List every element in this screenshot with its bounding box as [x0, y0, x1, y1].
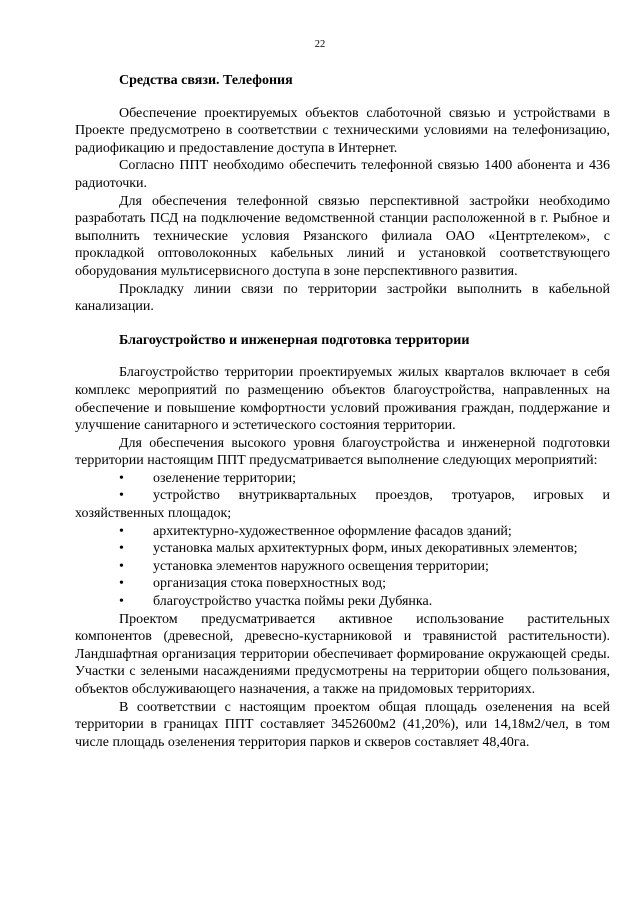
paragraph: Для обеспечения телефонной связью перспективной застройки необходимо разработать ПСД на подключение ведомственной станции расположенной в г. Рыбное и выполнить технические условия Рязанского филиала ОАО «Центртелеком», с прокладкой оптоволоконных кабельных линий и установкой соответствующего оборудования мультисервисного доступа в зоне перспективного развития.	[75, 193, 610, 279]
list-item-text: установка элементов наружного освещения территории;	[153, 558, 489, 574]
paragraph: Прокладку линии связи по территории застройки выполнить в кабельной канализации.	[75, 281, 610, 315]
list-item	[75, 523, 610, 541]
bullet-icon: •	[119, 576, 124, 592]
measures-list	[75, 470, 610, 611]
list-item-text: озеленение территории;	[153, 470, 296, 486]
paragraph: Обеспечение проектируемых объектов слаботочной связью и устройствами в Проекте предусмотрено в соответствии с техническими условиями на телефонизацию, радиофикацию и предоставление доступа в Интернет.	[75, 105, 610, 156]
list-item	[75, 470, 610, 488]
section-heading-communications: Средства связи. Телефония	[119, 73, 293, 88]
list-item-text: архитектурно-художественное оформление фасадов зданий;	[153, 523, 512, 539]
page-number: 22	[314, 39, 326, 50]
list-item	[75, 540, 610, 558]
bullet-icon: •	[119, 488, 124, 504]
list-item-text: благоустройство участка поймы реки Дубянка.	[153, 594, 433, 610]
list-item-text: установка малых архитектурных форм, иных декоративных элементов;	[153, 541, 578, 557]
list-item	[75, 487, 610, 522]
list-item-text: организация стока поверхностных вод;	[153, 576, 386, 592]
list-item	[75, 593, 610, 611]
bullet-icon: •	[119, 541, 124, 557]
paragraph: Для обеспечения высокого уровня благоустройства и инженерной подготовки территории настоящим ППТ предусматривается выполнение следующих мероприятий:	[75, 435, 610, 469]
paragraph: Согласно ППТ необходимо обеспечить телефонной связью 1400 абонента и 436 радиоточки.	[75, 158, 610, 191]
list-item-text: устройство внутриквартальных проездов, тротуаров, игровых и хозяйственных площадок;	[75, 488, 610, 522]
bullet-icon: •	[119, 523, 124, 539]
paragraph: В соответствии с настоящим проектом общая площадь озеленения на всей территории в границах ППТ составляет 3452600м2 (41,20%), или 14,18м2/чел, в том числе площадь озеленения территория парков и скверов составляет 48,40га.	[75, 699, 610, 750]
paragraph: Проектом предусматривается активное использование растительных компонентов (древесной, древесно-кустарниковой и травянистой растительности). Ландшафтная организация территории обеспечивает формирование окружающей среды. Участки с зелеными насаждениями предусмотрены на территории общего пользования, объектов обслуживающего назначения, а также на придомовых территориях.	[75, 611, 610, 697]
bullet-icon: •	[119, 470, 124, 486]
bullet-icon: •	[119, 558, 124, 574]
bullet-icon: •	[119, 594, 124, 610]
page-content	[75, 72, 610, 751]
section-heading-landscaping: Благоустройство и инженерная подготовка территории	[119, 332, 470, 348]
list-item	[75, 575, 610, 593]
paragraph: Благоустройство территории проектируемых жилых кварталов включает в себя комплекс мероприятий по размещению объектов благоустройства, направленных на обеспечение и повышение комфортности условий проживания граждан, поддержание и улучшение санитарного и эстетического состояния территории.	[75, 365, 610, 434]
list-item	[75, 558, 610, 576]
